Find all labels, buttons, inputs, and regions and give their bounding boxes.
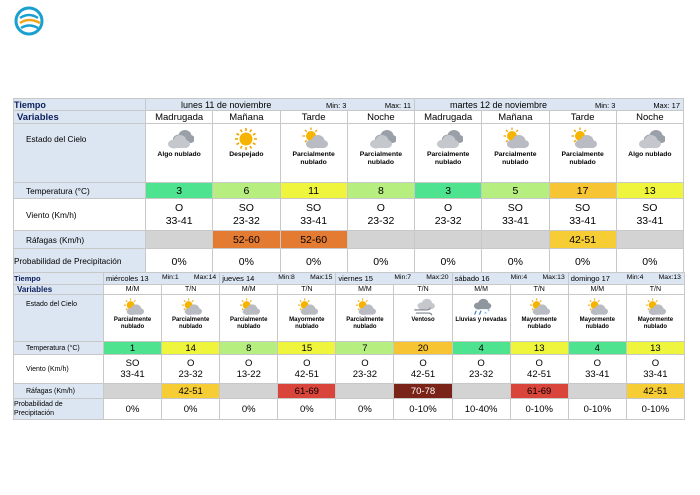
temperature-row xyxy=(14,183,684,199)
cloudy-night-icon xyxy=(433,127,463,151)
day-min-temp: Min: 3 xyxy=(326,101,347,110)
sky-cell xyxy=(415,124,482,183)
gust-value xyxy=(568,384,626,399)
wind-speed: 33-41 xyxy=(165,214,193,227)
gust-value: 61-69 xyxy=(510,384,568,399)
sky-description: Parcialmente nublado xyxy=(292,151,335,166)
gust-value: 61-69 xyxy=(278,384,336,399)
day-name: viernes 15 xyxy=(338,274,373,283)
sky-cell xyxy=(162,295,220,342)
day-header xyxy=(146,99,415,111)
temperature-value: 13 xyxy=(626,342,684,355)
wind-speed: 42-51 xyxy=(294,369,319,380)
header-row-periods xyxy=(14,285,685,295)
gust-row xyxy=(14,231,684,249)
temperature-value: 8 xyxy=(220,342,278,355)
period-header: T/N xyxy=(626,285,684,295)
wind-direction: SO xyxy=(306,202,322,214)
period-header: Noche xyxy=(347,111,414,124)
temperature-label: Temperatura (°C) xyxy=(14,342,104,355)
sky-description: Mayormente nublado xyxy=(637,317,674,330)
partly-cloudy-icon xyxy=(585,298,609,317)
wind-cell xyxy=(415,199,482,231)
sky-cell xyxy=(336,295,394,342)
sky-cell xyxy=(213,124,280,183)
period-header: Mañana xyxy=(213,111,280,124)
period-header: T/N xyxy=(278,285,336,295)
day-max-temp: Max:14 xyxy=(193,274,217,281)
precip-value: 0% xyxy=(220,399,278,420)
sky-description: Parcialmente nublado xyxy=(561,151,604,166)
gust-value: 42-51 xyxy=(162,384,220,399)
wind-cell xyxy=(280,199,347,231)
wind-cell xyxy=(482,199,549,231)
wind-speed: 23-32 xyxy=(178,369,203,380)
partly-cloudy-icon xyxy=(179,298,203,317)
period-header: M/M xyxy=(104,285,162,295)
forecast-table-week2 xyxy=(13,272,685,420)
forecast-table-week1 xyxy=(13,98,684,275)
day-name: jueves 14 xyxy=(222,274,255,283)
precip-value: 0-10% xyxy=(394,399,452,420)
wind-speed: 33-41 xyxy=(501,214,529,227)
wind-direction: O xyxy=(186,357,195,369)
variables-header: Variables xyxy=(14,111,146,124)
wind-label: Viento (Km/h) xyxy=(14,199,146,231)
wind-direction: O xyxy=(175,202,184,214)
sky-cell xyxy=(347,124,414,183)
gust-value: 70-78 xyxy=(394,384,452,399)
sky-cell xyxy=(104,295,162,342)
day-max-temp: Max:20 xyxy=(426,274,449,281)
period-header: Madrugada xyxy=(146,111,213,124)
sky-description: Mayormente nublado xyxy=(521,317,557,330)
day-max-temp: Max:13 xyxy=(658,274,681,281)
precip-row xyxy=(14,249,684,275)
wind-speed: 33-41 xyxy=(643,369,668,380)
wind-direction: O xyxy=(651,357,660,369)
wind-cell xyxy=(347,199,414,231)
sun-icon xyxy=(231,127,261,151)
precip-value: 0% xyxy=(213,249,280,275)
precip-row xyxy=(14,399,685,420)
day-min-temp: Min:4 xyxy=(626,274,644,281)
temperature-value: 17 xyxy=(549,183,616,199)
temperature-value: 13 xyxy=(616,183,683,199)
sky-cell xyxy=(549,124,616,183)
wind-speed: 33-41 xyxy=(300,214,328,227)
partly-cloudy-icon xyxy=(500,127,530,151)
temperature-row xyxy=(14,342,685,355)
gust-value: 42-51 xyxy=(549,231,616,249)
period-header: T/N xyxy=(162,285,220,295)
sky-cell xyxy=(146,124,213,183)
wind-direction: O xyxy=(303,357,311,369)
temperature-value: 1 xyxy=(104,342,162,355)
variables-header: Variables xyxy=(14,285,104,295)
period-header: M/M xyxy=(220,285,278,295)
gust-value xyxy=(336,384,394,399)
precip-value: 0% xyxy=(162,399,220,420)
day-max-temp: Max:13 xyxy=(542,274,565,281)
wind-direction: O xyxy=(477,357,485,369)
partly-cloudy-icon xyxy=(295,298,319,317)
period-header: Mañana xyxy=(482,111,549,124)
gust-value: 42-51 xyxy=(626,384,684,399)
wind-direction: O xyxy=(535,357,543,369)
wind-direction: SO xyxy=(125,357,140,369)
partly-cloudy-icon xyxy=(568,127,598,151)
wind-label: Viento (Km/h) xyxy=(14,355,104,384)
precip-value: 0-10% xyxy=(568,399,626,420)
sky-cell xyxy=(278,295,336,342)
sky-description: Parcialmente nublado xyxy=(494,151,537,166)
day-min-temp: Min:7 xyxy=(394,274,411,281)
gust-value xyxy=(415,231,482,249)
wind-speed: 42-51 xyxy=(527,369,552,380)
partly-cloudy-icon xyxy=(121,298,145,317)
precip-value: 0% xyxy=(280,249,347,275)
precip-label: Probabilidad de Precipitación xyxy=(14,249,146,275)
wind-speed: 13-22 xyxy=(236,369,261,380)
period-header: Madrugada xyxy=(415,111,482,124)
day-header xyxy=(568,273,684,285)
cloudy-night-icon xyxy=(366,127,396,151)
sky-description: Mayormente nublado xyxy=(289,317,325,330)
partly-cloudy-icon xyxy=(353,298,377,317)
period-header: M/M xyxy=(452,285,510,295)
precip-value: 0% xyxy=(347,249,414,275)
sky-row xyxy=(14,124,684,183)
wind-direction: SO xyxy=(575,202,591,214)
sky-row xyxy=(14,295,685,342)
precip-value: 0% xyxy=(549,249,616,275)
wind-speed: 23-32 xyxy=(468,369,494,380)
gust-value xyxy=(146,231,213,249)
partly-cloudy-icon xyxy=(527,298,551,317)
day-min-temp: Min:8 xyxy=(278,274,295,281)
precip-label: Probabilidad de Precipitación xyxy=(14,399,104,420)
day-min-temp: Min:1 xyxy=(162,274,179,281)
day-name: sábado 16 xyxy=(454,274,490,283)
sky-cell xyxy=(452,295,510,342)
wind-direction: O xyxy=(245,357,253,369)
gust-label: Ráfagas (Km/h) xyxy=(14,231,146,249)
sky-description: Parcialmente nublado xyxy=(359,151,403,166)
wind-cell xyxy=(549,199,616,231)
wind-cell xyxy=(336,355,394,384)
period-header: Tarde xyxy=(280,111,347,124)
wind-direction: O xyxy=(376,202,385,214)
sky-cell xyxy=(220,295,278,342)
temperature-value: 3 xyxy=(415,183,482,199)
sky-cell xyxy=(280,124,347,183)
wind-direction: O xyxy=(593,357,601,369)
partly-cloudy-icon xyxy=(643,298,667,317)
header-row-days xyxy=(14,99,684,111)
gust-value xyxy=(220,384,278,399)
day-max-temp: Max:15 xyxy=(310,274,333,281)
gust-value xyxy=(616,231,683,249)
wind-row xyxy=(14,355,685,384)
gust-row xyxy=(14,384,685,399)
temperature-value: 5 xyxy=(482,183,549,199)
day-header xyxy=(452,273,568,285)
precip-value: 10-40% xyxy=(452,399,510,420)
wind-icon xyxy=(411,298,435,317)
period-header: T/N xyxy=(510,285,568,295)
sky-cell xyxy=(394,295,452,342)
precip-value: 0% xyxy=(146,249,213,275)
sky-description: Mayormente nublado xyxy=(579,317,615,330)
sky-description: Despejado xyxy=(229,151,264,158)
smn-logo-icon xyxy=(14,6,48,36)
sky-cell xyxy=(568,295,626,342)
day-min-temp: Min:4 xyxy=(510,274,528,281)
precip-value: 0% xyxy=(482,249,549,275)
wind-speed: 33-41 xyxy=(569,214,597,227)
wind-cell xyxy=(162,355,220,384)
svg-text:*: * xyxy=(487,309,491,316)
smn-logo xyxy=(14,6,164,40)
period-header: M/M xyxy=(336,285,394,295)
temperature-value: 15 xyxy=(278,342,336,355)
period-header: Noche xyxy=(616,111,683,124)
wind-speed: 33-41 xyxy=(636,214,664,227)
day-header xyxy=(415,99,684,111)
sky-description: Ventoso xyxy=(411,317,435,323)
svg-text:*: * xyxy=(484,311,488,317)
temperature-value: 4 xyxy=(452,342,510,355)
wind-cell xyxy=(220,355,278,384)
wind-cell xyxy=(146,199,213,231)
day-header xyxy=(104,273,220,285)
sky-label: Estado del Cielo xyxy=(14,295,104,342)
rain-snow-icon xyxy=(469,298,493,317)
period-header: M/M xyxy=(568,285,626,295)
day-min-temp: Min: 3 xyxy=(595,101,616,110)
wind-speed: 23-32 xyxy=(232,214,260,227)
gust-value xyxy=(347,231,414,249)
cloudy-night-icon xyxy=(635,127,665,151)
sky-cell xyxy=(510,295,568,342)
temperature-value: 8 xyxy=(347,183,414,199)
temperature-value: 20 xyxy=(394,342,452,355)
wind-direction: O xyxy=(419,357,427,369)
sky-cell xyxy=(626,295,684,342)
header-row-days xyxy=(14,273,685,285)
gust-value: 52-60 xyxy=(280,231,347,249)
temperature-value: 7 xyxy=(336,342,394,355)
day-name: lunes 11 de noviembre xyxy=(181,100,272,110)
wind-direction: SO xyxy=(642,202,658,214)
header-row-periods xyxy=(14,111,684,124)
gust-value xyxy=(482,231,549,249)
wind-cell xyxy=(626,355,684,384)
wind-cell xyxy=(510,355,568,384)
wind-direction: SO xyxy=(238,202,254,214)
sky-description: Parcialmente nublado xyxy=(113,317,152,330)
wind-direction: O xyxy=(444,202,453,214)
wind-direction: O xyxy=(361,357,369,369)
wind-speed: 23-32 xyxy=(352,369,378,380)
wind-cell xyxy=(394,355,452,384)
sky-label: Estado del Cielo xyxy=(14,124,146,183)
precip-value: 0% xyxy=(104,399,162,420)
sky-cell xyxy=(482,124,549,183)
wind-direction: SO xyxy=(507,202,523,214)
temperature-value: 11 xyxy=(280,183,347,199)
sky-description: Algo nublado xyxy=(157,151,201,158)
day-name: miércoles 13 xyxy=(106,274,149,283)
gust-value xyxy=(104,384,162,399)
wind-speed: 33-41 xyxy=(120,369,145,380)
day-max-temp: Max: 17 xyxy=(653,101,680,110)
sky-description: Parcialmente nublado xyxy=(426,151,470,166)
day-header xyxy=(220,273,336,285)
precip-value: 0-10% xyxy=(510,399,568,420)
temperature-label: Temperatura (°C) xyxy=(14,183,146,199)
day-max-temp: Max: 11 xyxy=(384,101,411,110)
day-name: martes 12 de noviembre xyxy=(450,100,548,110)
gust-value xyxy=(452,384,510,399)
precip-value: 0% xyxy=(415,249,482,275)
partly-cloudy-icon xyxy=(299,127,329,151)
wind-row xyxy=(14,199,684,231)
gust-value: 52-60 xyxy=(213,231,280,249)
period-header: Tarde xyxy=(549,111,616,124)
temperature-value: 13 xyxy=(510,342,568,355)
temperature-value: 4 xyxy=(568,342,626,355)
sky-description: Parcialmente nublado xyxy=(230,317,268,330)
day-name: domingo 17 xyxy=(570,274,610,283)
sky-cell xyxy=(616,124,683,183)
sky-description: Algo nublado xyxy=(628,151,672,158)
tiempo-header: Tiempo xyxy=(14,273,104,285)
precip-value: 0% xyxy=(616,249,683,275)
wind-cell xyxy=(616,199,683,231)
precip-value: 0% xyxy=(336,399,394,420)
precip-value: 0% xyxy=(278,399,336,420)
cloudy-night-icon xyxy=(164,127,194,151)
tiempo-header: Tiempo xyxy=(14,99,146,111)
precip-value: 0-10% xyxy=(626,399,684,420)
gust-label: Ráfagas (Km/h) xyxy=(14,384,104,399)
sky-description: Parcialmente nublado xyxy=(171,317,210,330)
temperature-value: 6 xyxy=(213,183,280,199)
period-header: T/N xyxy=(394,285,452,295)
wind-speed: 23-32 xyxy=(434,214,462,227)
temperature-value: 14 xyxy=(162,342,220,355)
partly-cloudy-icon xyxy=(237,298,261,317)
sky-description: Parcialmente nublado xyxy=(346,317,384,330)
wind-speed: 33-41 xyxy=(585,369,610,380)
wind-cell xyxy=(278,355,336,384)
wind-cell xyxy=(568,355,626,384)
wind-speed: 23-32 xyxy=(367,214,395,227)
sky-description: Lluvias y nevadas xyxy=(455,317,507,323)
wind-cell xyxy=(213,199,280,231)
day-header xyxy=(336,273,452,285)
wind-cell xyxy=(452,355,510,384)
wind-speed: 42-51 xyxy=(410,369,436,380)
wind-cell xyxy=(104,355,162,384)
temperature-value: 3 xyxy=(146,183,213,199)
